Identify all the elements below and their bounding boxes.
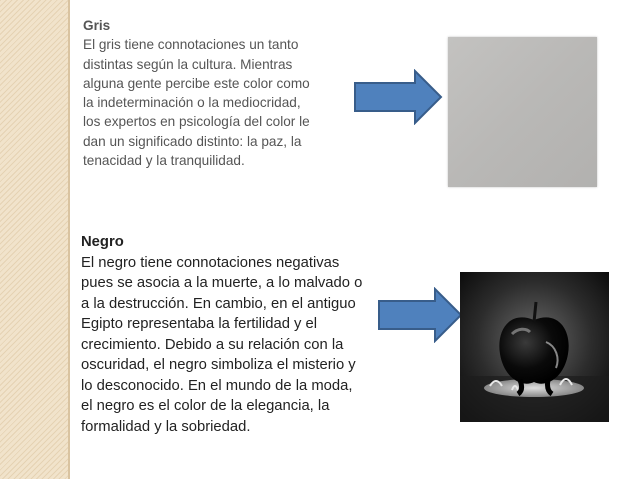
gris-section xyxy=(83,16,373,170)
black-apple-photo xyxy=(460,272,609,422)
gray-color-sample xyxy=(448,37,597,187)
arrow-right-icon xyxy=(353,69,443,125)
negro-description: El negro tiene connotaciones negativas pues se asocia a la muerte, a lo malvado o a la destrucción. En cambio, en el antiguo Egipto representaba la fertilidad y el crecimiento. Debido a su relación con la oscuridad, el negro simboliza el misterio y lo desconocido. En el mundo de la moda, el negro es el color de la elegancia, la formalidad y la sobriedad. xyxy=(81,254,363,435)
decorative-left-strip xyxy=(0,0,70,479)
negro-heading: Negro xyxy=(81,234,124,250)
negro-section xyxy=(81,232,401,437)
gris-heading: Gris xyxy=(83,18,111,33)
arrow-right-icon xyxy=(377,287,463,343)
gris-description: El gris tiene connotaciones un tanto distintas según la cultura. Mientras alguna gente percibe este color como la indeterminación o la mediocridad, los expertos en psicología del color le dan un significado distinto: la paz, la tenacidad y la tranquilidad. xyxy=(83,37,310,169)
